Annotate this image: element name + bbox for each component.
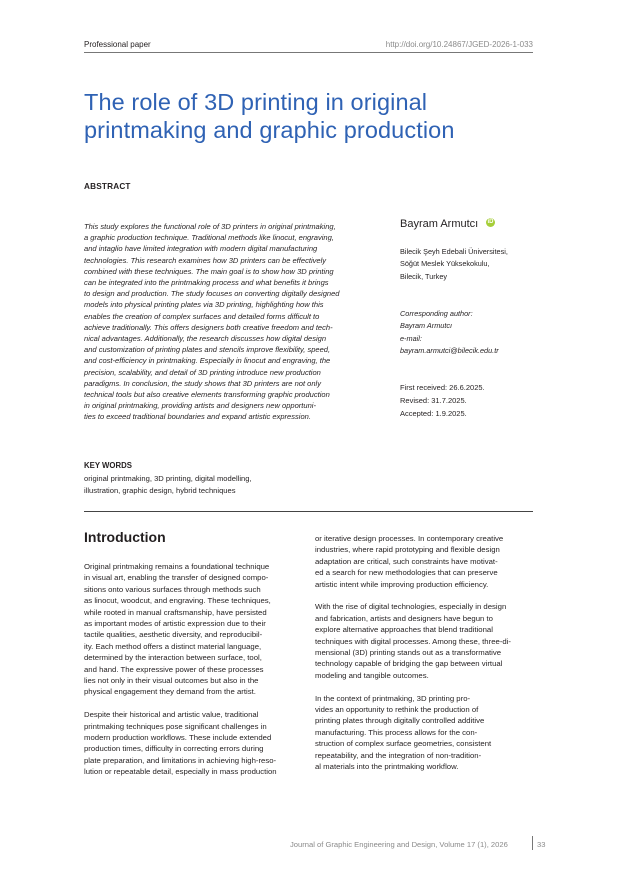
corresponding-author [400,308,499,357]
body-line: determined by the interaction between surface, tool, [84,653,262,663]
body-line: With the rise of digital technologies, especially in design [315,602,507,612]
body-line: while rooted in manual craftsmanship, have persisted [84,607,267,617]
body-line: modeling and tangible outcomes. [315,670,429,680]
title-line: printmaking and graphic production [84,117,455,143]
body-line: printing plates through digitally controlled additive [315,716,485,726]
submission-dates [400,381,485,420]
keywords-line: original printmaking, 3D printing, digital modelling, [84,474,252,483]
body-line: adaptation are critical, such constraints have motivat- [315,556,498,566]
abstract-line: and customization of printing plates and stencils improve flexibility, speed, [84,345,331,355]
body-line: mensional (3D) printing stands out as a transformative [315,648,502,658]
abstract-text [84,221,376,423]
body-line: struction of complex surface geometries, consistent [315,739,492,749]
title-line: The role of 3D printing in original [84,89,428,115]
abstract-line: models into physical printing plates via 3D printing, highlighting how this [84,300,324,310]
corresponding-line: Corresponding author: [400,309,473,318]
body-line: industries, where rapid prototyping and flexible design [315,545,500,555]
section-divider [84,511,533,512]
body-line: lies not only in their visual outcomes but also in the [84,676,259,686]
abstract-line: to design and production. The study focuses on converting digitally designed [84,289,340,299]
body-line: and fabrication, artists and designers have begun to [315,613,493,623]
body-line: in visual art, enabling the transfer of designed compo- [84,573,269,583]
body-line: al materials into the printmaking workflow. [315,762,459,772]
abstract-line: paradigms. In conclusion, the study shows that 3D printers are not only [84,378,322,388]
page-number: 33 [537,840,546,849]
body-line: printmaking techniques pose significant challenges in [84,721,267,731]
paragraph-gap [315,681,540,692]
body-line: In the context of printmaking, 3D printing pro- [315,693,471,703]
body-line: and hand. The expressive power of these processes [84,664,264,674]
body-line: production times, difficulty in correcting errors during [84,744,264,754]
body-line: as linocut, woodcut, and engraving. These techniques, [84,596,271,606]
body-line: sitions onto various surfaces through methods such [84,584,261,594]
paper-type-label: Professional paper [84,40,151,49]
orcid-icon[interactable]: iD [487,219,494,225]
body-line: ed a search for new methodologies that can preserve [315,568,498,578]
abstract-line: ties to exceed traditional boundaries and expand artistic expression. [84,412,311,422]
date-accepted: Accepted: 1.9.2025. [400,409,467,418]
abstract-line: technologies. This research examines how 3D printers can be effectively [84,255,327,265]
body-line: artistic intent while improving production efficiency. [315,579,489,589]
author-affiliation [400,246,508,283]
body-line: techniques with digital processes. Among these, three-di- [315,636,512,646]
author-name: Bayram Armutcı [400,218,479,230]
abstract-line: and intaglio have limited integration with modern digital manufacturing [84,244,318,254]
abstract-heading: ABSTRACT [84,182,131,191]
doi-link[interactable]: http://doi.org/10.24867/JGED-2026-1-033 [385,40,533,49]
body-line: Despite their historical and artistic value, traditional [84,710,259,720]
abstract-line: This study explores the functional role of 3D printers in original printmaking, [84,222,336,231]
abstract-line: nical advantages. Additionally, the research discusses how digital design [84,334,327,344]
body-line: plate preparation, and limitations in achieving high-reso- [84,755,277,765]
abstract-line: enables the creation of complex surfaces and detailed forms difficult to [84,311,320,321]
keywords-line: illustration, graphic design, hybrid techniques [84,486,236,495]
corresponding-line: e-mail: [400,333,422,343]
abstract-line: and cost-efficiency in printmaking. Especially in linocut and engraving, the [84,356,331,366]
body-column-right [315,533,540,773]
body-line: lution or repeatable detail, especially in mass production [84,767,277,777]
date-received: First received: 26.6.2025. [400,383,485,392]
body-line: ity. Each method offers a distinct material language, [84,641,262,651]
affiliation-line: Söğüt Meslek Yüksekokulu, [400,259,490,269]
paragraph-gap [315,590,540,601]
abstract-line: precision, scalability, and detail of 3D printing introduce new production [84,367,321,377]
date-revised: Revised: 31.7.2025. [400,396,467,405]
abstract-line: a graphic production technique. Traditional methods like linocut, engraving, [84,233,334,243]
footer-divider [532,836,533,850]
corresponding-line: Bayram Armutcı [400,321,453,331]
introduction-heading: Introduction [84,529,166,545]
paper-title [84,88,524,144]
body-line: manufacturing. This process allows for the con- [315,727,478,737]
body-line: repeatability, and the integration of non-tradition- [315,750,482,760]
affiliation-line: Bilecik, Turkey [400,271,448,281]
body-line: tactile qualities, aesthetic diversity, and reproducibil- [84,630,263,640]
journal-footer: Journal of Graphic Engineering and Design, Volume 17 (1), 2026 [290,840,508,849]
affiliation-line: Bilecik Şeyh Edebali Üniversitesi, [400,247,508,256]
body-line: vides an opportunity to rethink the production of [315,705,479,715]
body-line: or iterative design processes. In contemporary creative [315,534,504,543]
abstract-line: can be integrated into the printmaking process and what benefits it brings [84,278,329,288]
keywords-heading: KEY WORDS [84,461,132,470]
body-line: Original printmaking remains a foundational technique [84,562,270,571]
author-email[interactable]: bayram.armutci@bilecik.edu.tr [400,345,499,355]
header-divider [84,52,533,53]
abstract-line: technical tools but also creative elements transforming graphic production [84,390,330,400]
keywords-text [84,473,376,497]
abstract-line: combined with these techniques. The main goal is to show how 3D printing [84,266,334,276]
abstract-line: in original printmaking, providing artists and designers new opportuni- [84,401,316,411]
body-line: as important modes of artistic expression due to their [84,619,266,629]
body-column-left [84,561,309,778]
paragraph-gap [84,698,309,709]
abstract-line: achieve traditionally. This offers designers both creative freedom and tech- [84,322,333,332]
body-line: physical engagement they demand from the artist. [84,687,256,697]
body-line: explore alternative approaches that blend traditional [315,625,493,635]
body-line: modern production workflows. These include extended [84,733,272,743]
body-line: technology capable of bridging the gap between virtual [315,659,503,669]
